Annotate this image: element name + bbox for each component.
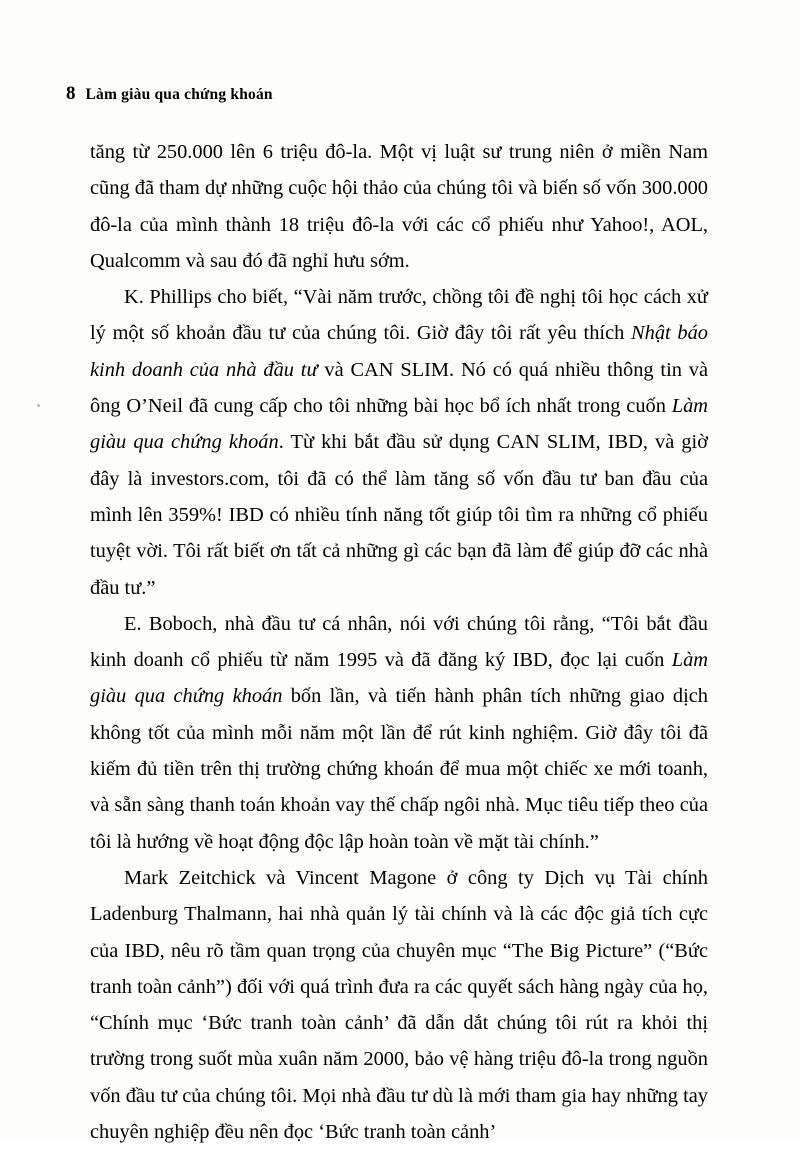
italic-book-title: Nhật báo kinh doanh của nhà đầu tư bbox=[90, 322, 709, 381]
text-run: E. Boboch, nhà đầu tư cá nhân, nói với chúng tôi rằng, “Tôi bắt đầu kinh doanh cổ phiếu từ năm 1995 và đã đăng ký IBD, đọc lại cuốn bbox=[90, 612, 708, 672]
body-paragraph bbox=[90, 279, 708, 606]
text-run: và CAN SLIM. Nó có quá nhiều thông tin và ông O’Neil đã cung cấp cho tôi những bài học bổ ích nhất trong cuốn bbox=[90, 358, 708, 418]
text-run: bốn lần, và tiến hành phân tích những giao dịch không tốt của mình mỗi năm một lần để rút kinh nghiệm. Giờ đây tôi đã kiếm đủ tiền trên thị trường chứng khoán để mua một chiếc xe mới toanh, và sẵn sàng thanh toán khoản vay thế chấp ngôi nhà. Mục tiêu tiếp theo của tôi là hướng về hoạt động độc lập hoàn toàn về mặt tài chính.” bbox=[90, 685, 708, 853]
body-paragraph bbox=[90, 606, 708, 860]
page-edge-speck bbox=[37, 404, 40, 407]
page-number: 8 bbox=[66, 83, 76, 104]
text-run: . Từ khi bắt đầu sử dụng CAN SLIM, IBD, và giờ đây là investors.com, tôi đã có thể làm tăng số vốn đầu tư ban đầu của mình lên 359%! IBD có nhiều tính năng tốt giúp tôi tìm ra những cổ phiếu tuyệt vời. Tôi rất biết ơn tất cả những gì các bạn đã làm để giúp đỡ các nhà đầu tư.” bbox=[90, 431, 708, 599]
body-paragraph bbox=[90, 860, 708, 1150]
body-paragraph bbox=[90, 134, 708, 279]
text-run: K. Phillips cho biết, “Vài năm trước, chồng tôi đề nghị tôi học cách xử lý một số khoản đầu tư của chúng tôi. Giờ đây tôi rất yêu thích bbox=[90, 286, 708, 345]
italic-book-title: Làm giàu qua chứng khoán bbox=[90, 649, 708, 708]
text-run: tăng từ 250.000 lên 6 triệu đô-la. Một vị luật sư trung niên ở miền Nam cũng đã tham dự những cuộc hội thảo của chúng tôi và biến số vốn 300.000 đô-la của mình thành 18 triệu đô-la với các cổ phiếu như Yahoo!, AOL, Qualcomm và sau đó đã nghỉ hưu sớm. bbox=[90, 141, 708, 272]
page-header bbox=[66, 83, 273, 105]
running-head-title: Làm giàu qua chứng khoán bbox=[85, 86, 273, 103]
text-run: Mark Zeitchick và Vincent Magone ở công ty Dịch vụ Tài chính Ladenburg Thalmann, hai nhà quản lý tài chính và là các độc giả tích cực của IBD, nêu rõ tầm quan trọng của chuyên mục “The Big Picture” (“Bức tranh toàn cảnh”) đối với quá trình đưa ra các quyết sách hàng ngày của họ, “Chính mục ‘Bức tranh toàn cảnh’ đã dẫn dắt chúng tôi rút ra khỏi thị trường trong suốt mùa xuân năm 2000, bảo vệ hàng triệu đô-la trong nguồn vốn đầu tư của chúng tôi. Mọi nhà đầu tư dù là mới tham gia hay những tay chuyên nghiệp đều nên đọc ‘Bức tranh toàn cảnh’ bbox=[90, 866, 708, 1144]
italic-book-title: Làm giàu qua chứng khoán bbox=[90, 395, 708, 454]
page-body-text bbox=[90, 134, 708, 1150]
